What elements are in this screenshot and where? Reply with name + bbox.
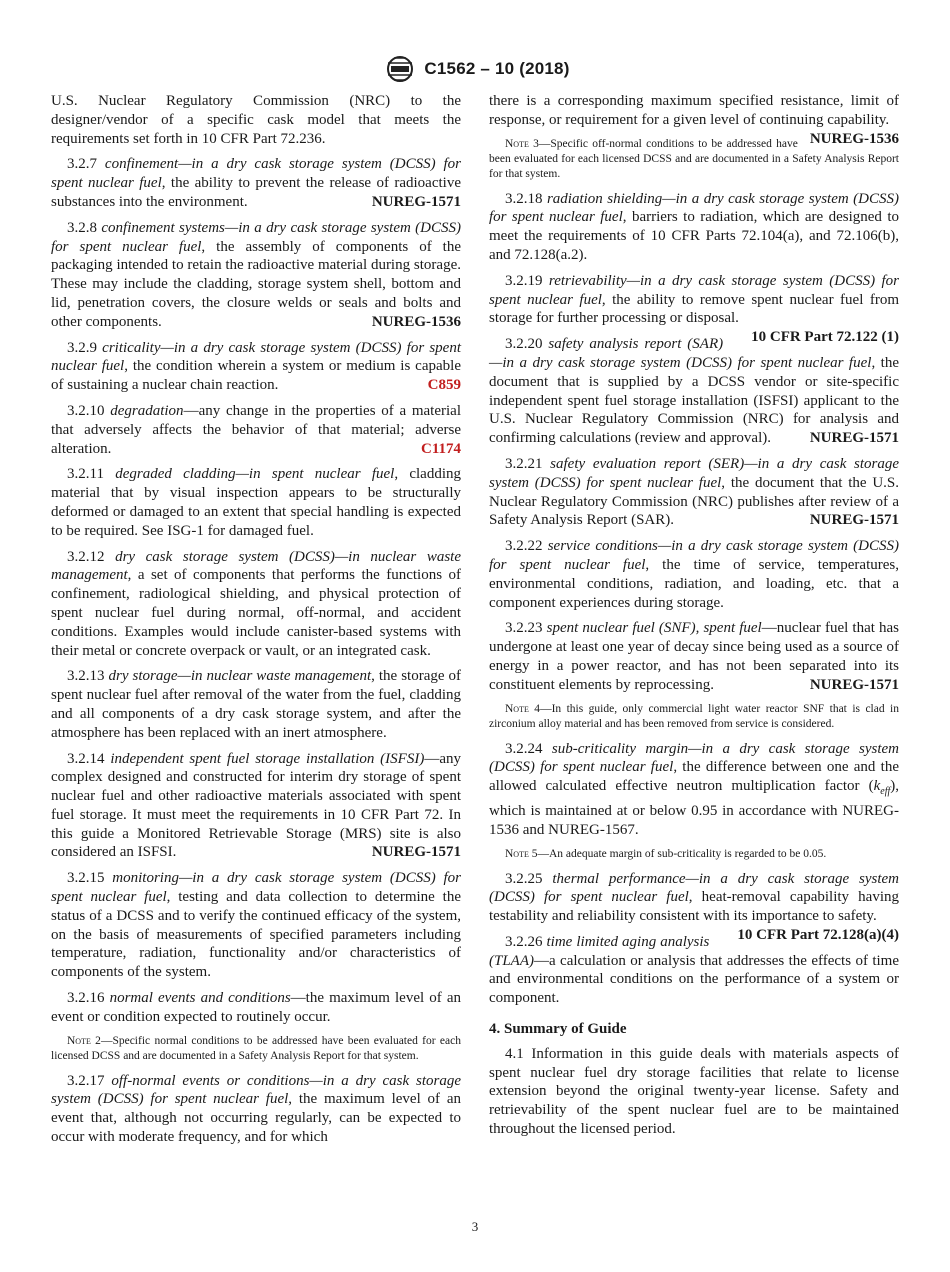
definition-3-2-19: 3.2.19 retrievability—in a dry cask storage system (DCSS) for spent nuclear fuel, the ability to remove spent nuclear fuel from storage for further processing or disposal. 10 CFR Part 72.122 (1) — [489, 272, 900, 346]
reference: NUREG-1571 — [809, 430, 899, 447]
page-header — [0, 52, 950, 86]
eff-subscript: eff — [880, 786, 891, 798]
k-symbol: k — [873, 778, 881, 795]
right-column — [489, 92, 899, 1146]
note-2: Note 2—Specific normal conditions to be addressed have been evaluated for each licensed DCSS and are documented in a Safety Analysis Report for that system. — [51, 1034, 461, 1062]
definition-3-2-12: 3.2.12 dry cask storage system (DCSS)—in nuclear waste management, a set of components that performs the functions of confinement, radiological shielding, and physical protection of spent nuclear fuel during normal, off-normal, and accident conditions. Examples would include canister-based systems with their metal or concrete overpack or vault, or an integrated cask. — [51, 548, 461, 659]
definition-3-2-14: 3.2.14 independent spent fuel storage installation (ISFSI)—any complex designed and constructed for interim dry storage of spent nuclear fuel and other radioactive materials associated with spent fuel storage. It must meet the requirements in 10 CFR Part 72. In this guide a Monitored Retrievable Storage (MRS) site is also considered an ISFSI. NUREG-1571 — [51, 750, 461, 861]
definition-continuation: there is a corresponding maximum specified resistance, limit of response, or requirement for a given level of continuing capability. NUREG-1536 — [489, 93, 899, 147]
definition-3-2-24: 3.2.24 sub-criticality margin—in a dry cask storage system (DCSS) for spent nuclear fuel, the difference between one and the allowed calculated effective neutron multiplication factor $(k_{eff})$, which is maintained at or below 0.95 in accordance with NUREG-1536 and NUREG-1567. — [489, 740, 900, 838]
definition-3-2-26: 3.2.26 time limited aging analysis (TLAA)—a calculation or analysis that addresses the effects of time and environmental conditions on the performance of a system or component. — [489, 933, 899, 1007]
note-4: Note 4—In this guide, only commercial light water reactor SNF that is clad in zirconium alloy material and has been removed from service is considered. — [489, 702, 899, 730]
definition-3-2-16: 3.2.16 normal events and conditions—the maximum level of an event or condition expected to routinely occur. — [51, 990, 461, 1025]
left-column — [51, 92, 461, 1154]
reference-link[interactable]: C859 — [427, 377, 461, 394]
definition-3-2-18: 3.2.18 radiation shielding—in a dry cask storage system (DCSS) for spent nuclear fuel, barriers to radiation, which are designed to meet the requirements of 10 CFR Parts 72.104(a), and 72.106(b), and 72.128(a.2). — [489, 190, 900, 263]
reference: NUREG-1571 — [809, 676, 899, 693]
definition-3-2-9: 3.2.9 criticality—in a dry cask storage system (DCSS) for spent nuclear fuel, the condition wherein a system or medium is capable of sustaining a nuclear chain reaction. C859 — [51, 339, 461, 394]
definition-3-2-23: 3.2.23 spent nuclear fuel (SNF), spent fuel—nuclear fuel that has undergone at least one year of decay since being used as a source of energy in a power reactor, and has not been separated into its constituent elements by reprocessing. NUREG-1571 — [489, 620, 900, 693]
definition-3-2-22: 3.2.22 service conditions—in a dry cask storage system (DCSS) for spent nuclear fuel, the time of service, temperatures, environmental conditions, radiation, and loading, etc. that a component experiences during storage. — [489, 538, 899, 611]
reference-link[interactable]: C1174 — [420, 440, 461, 457]
reference: 10 CFR Part 72.122 (1) — [751, 329, 899, 346]
note-5: Note 5—An adequate margin of sub-criticality is regarded to be 0.05. — [505, 847, 827, 860]
page-number: 3 — [471, 1219, 479, 1234]
paragraph-4-1: 4.1 Information in this guide deals with materials aspects of spent nuclear fuel dry storage facilities that relate to license extension beyond the original twenty-year license. Safety and retrievability of the spent nuclear fuel are to be maintained throughout the licensed period. — [489, 1045, 899, 1138]
document-designation: C1562 – 10 (2018) — [424, 59, 570, 78]
astm-logo-icon — [380, 54, 420, 84]
note-3: Note 3—Specific off-normal conditions to be addressed have been evaluated for each licensed DCSS and are documented in a Safety Analysis Report for that system. — [489, 137, 899, 180]
definition-3-2-20: 3.2.20 safety analysis report (SAR)—in a dry cask storage system (DCSS) for spent nuclear fuel, the document that is supplied by a DCSS vendor or site-specific independent spent fuel storage installation (ISFSI) applicant to the U.S. Nuclear Regulatory Commission (NRC) for analysis and confirming calculations (review and approval). NUREG-1571 — [489, 336, 900, 447]
reference: 10 CFR Part 72.128(a)(4) — [737, 926, 899, 943]
definition-3-2-13: 3.2.13 dry storage—in nuclear waste management, the storage of spent nuclear fuel after removal of the water from the fuel, cladding and all components of a dry cask storage system, and after the atmosphere has been replaced with an inert atmosphere. — [51, 668, 461, 741]
definition-3-2-21: 3.2.21 safety evaluation report (SER)—in a dry cask storage system (DCSS) for spent nuclear fuel, the document that the U.S. Nuclear Regulatory Commission (NRC) publishes after review of a Safety Analysis Report (SAR). NUREG-1571 — [489, 455, 900, 529]
reference: NUREG-1536 — [371, 313, 461, 330]
definition-3-2-25: 3.2.25 thermal performance—in a dry cask storage system (DCSS) for spent nuclear fuel, heat-removal capability having testability and reliability consistent with its importance to safety. 10 CFR Part 72.128(a)(4) — [489, 870, 900, 943]
definition-3-2-17: 3.2.17 off-normal events or conditions—in a dry cask storage system (DCSS) for spent nuclear fuel, the maximum level of an event that, although not occurring regularly, can be expected to occur with moderate frequency, and for which — [51, 1072, 461, 1146]
paragraph: U.S. Nuclear Regulatory Commission (NRC) to the designer/vendor of a specific cask model that meets the requirements set forth in 10 CFR Part 72.236. — [51, 93, 461, 147]
definition-3-2-15: 3.2.15 monitoring—in a dry cask storage system (DCSS) for spent nuclear fuel, testing and data collection to determine the status of a DCSS and to verify the continued efficacy of the system, on the basis of measurements of specified parameters including temperature, radiation, functionality and/or characteristics of components of the system. — [51, 870, 461, 981]
section-heading: 4. Summary of Guide — [489, 1021, 627, 1038]
definition-3-2-11: 3.2.11 degraded cladding—in spent nuclear fuel, cladding material that by visual inspection appears to be structurally deformed or damaged to an extent that special handling is expected to be required. See ISG-1 for damaged fuel. — [51, 466, 461, 539]
definition-3-2-7: 3.2.7 confinement—in a dry cask storage system (DCSS) for spent nuclear fuel, the ability to prevent the release of radioactive substances into the environment. NUREG-1571 — [51, 156, 461, 210]
reference: NUREG-1571 — [371, 193, 461, 210]
reference: NUREG-1571 — [809, 512, 899, 529]
definition-3-2-8: 3.2.8 confinement systems—in a dry cask storage system (DCSS) for spent nuclear fuel, the assembly of components of the packaging intended to retain the radioactive material during storage. These may include the cladding, storage system shell, bottom and lid, penetration covers, the closure welds or seals and bolts and other components. NUREG-1536 — [51, 219, 462, 330]
reference: NUREG-1536 — [809, 130, 899, 147]
definition-3-2-10: 3.2.10 degradation—any change in the properties of a material that adversely affects the behavior of that material; adverse alteration. C1174 — [51, 402, 461, 457]
reference: NUREG-1571 — [371, 844, 461, 861]
